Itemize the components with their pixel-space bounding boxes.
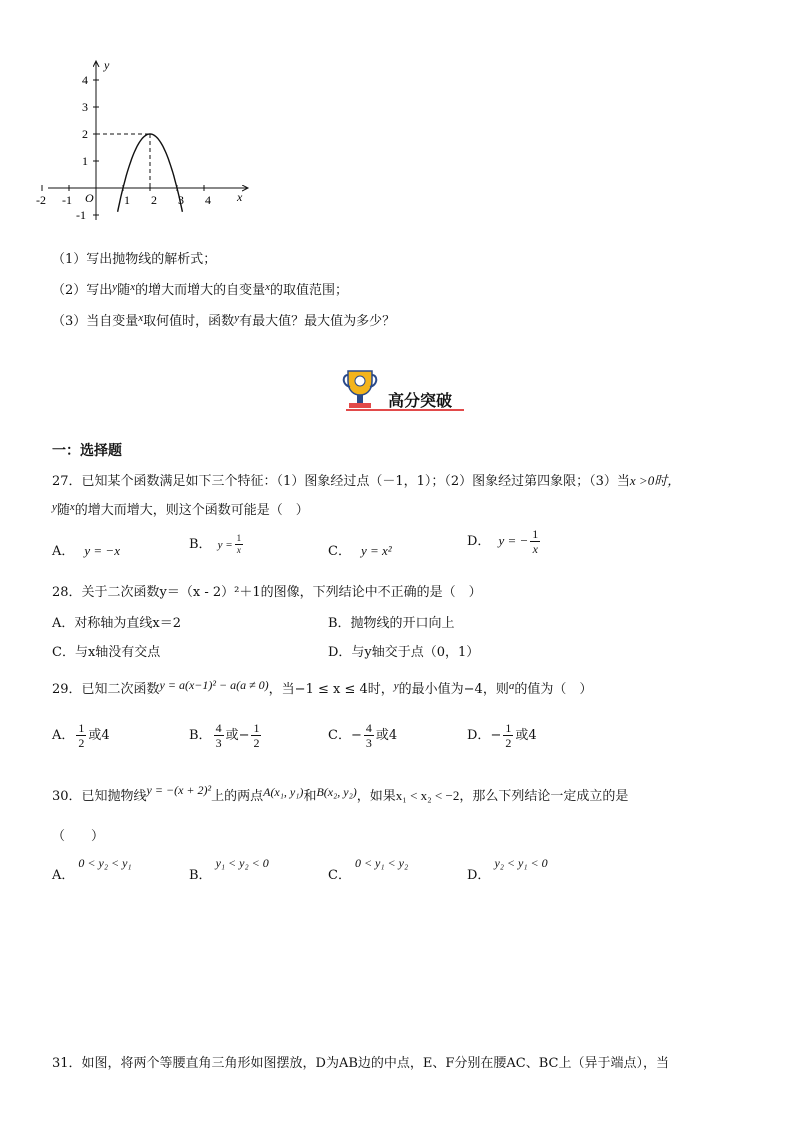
q27-line1: 27．已知某个函数满足如下三个特征：（1）图象经过点（－1，1）；（2）图象经过第四象限；（3）当x >0时， <box>52 473 681 489</box>
y-tick-4: 4 <box>82 73 88 87</box>
q30-option-b[interactable]: B．y₁ < y₂ < 0 <box>189 856 269 883</box>
q30-option-d[interactable]: D．y₂ < y₁ < 0 <box>467 856 548 883</box>
q30-option-c[interactable]: C．0 < y₁ < y₂ <box>328 856 409 883</box>
q27-option-b[interactable]: B． y = $\frac{1}{x}$ <box>189 533 242 555</box>
q29-option-c[interactable]: C．− $\frac{4}{3}$ 或4 <box>328 721 398 750</box>
q29-option-a[interactable]: A． $\frac{1}{2}$ 或4 <box>52 721 110 750</box>
trophy-icon <box>340 365 380 413</box>
q27-option-c[interactable]: C． y = x² <box>328 543 392 559</box>
q30-paren: （ ） <box>52 829 105 844</box>
q29-option-b[interactable]: B． $\frac{4}{3}$ 或− $\frac{1}{2}$ <box>189 721 260 750</box>
q28-option-b[interactable]: B．抛物线的开口向上 <box>328 616 455 631</box>
sub-question-3: （3）当自变量$^x$取何值时，函数$^y$有最大值？最大值为多少？ <box>52 312 396 329</box>
q28-stem: 28．关于二次函数y＝（x - 2）²＋1的图像，下列结论中不正确的是（ ） <box>52 585 482 600</box>
q27-option-a[interactable]: A． y = −x <box>52 543 120 559</box>
x-tick-4: 4 <box>205 193 211 207</box>
x-tick-2: 2 <box>151 193 157 207</box>
y-tick-3: 3 <box>82 100 88 114</box>
badge-high-score <box>340 365 470 415</box>
sub-question-2: （2）写出$^y$随$^x$的增大而增大的自变量$^x$的取值范围； <box>52 281 348 298</box>
x-tick-3: 3 <box>178 193 184 207</box>
y-tick-neg1: -1 <box>76 208 86 222</box>
origin-label: O <box>85 191 94 205</box>
section-title: 一：选择题 <box>52 443 122 459</box>
q30-option-a[interactable]: A．0 < y₂ < y₁ <box>52 856 132 883</box>
q30-stem: 30．已知抛物线y = −(x + 2)²上的两点A(x₁, y₁)和B(x₂, y₂)，如果x₁ < x₂ < −2，那么下列结论一定成立的是 <box>52 783 629 804</box>
q31-stem: 31．如图，将两个等腰直角三角形如图摆放，D为AB边的中点，E、F分别在腰AC、BC上（异于端点），当 <box>52 1056 669 1071</box>
x-tick-neg2: -2 <box>36 193 46 207</box>
sub-question-1: （1）写出抛物线的解析式； <box>52 252 217 267</box>
x-axis-label: x <box>237 190 243 204</box>
q27-line2: $^y$随$^x$的增大而增大，则这个函数可能是（ ） <box>52 501 309 518</box>
q29-option-d[interactable]: D．− $\frac{1}{2}$ 或4 <box>467 721 537 750</box>
y-tick-1: 1 <box>82 154 88 168</box>
x-tick-1: 1 <box>124 193 130 207</box>
q28-option-d[interactable]: D．与y轴交于点（0，1） <box>328 645 480 660</box>
q28-option-a[interactable]: A．对称轴为直线x＝2 <box>52 616 181 631</box>
y-axis-label: y <box>104 58 110 72</box>
y-tick-2: 2 <box>82 127 88 141</box>
q28-option-c[interactable]: C．与x轴没有交点 <box>52 645 161 660</box>
parabola-graph <box>36 55 260 225</box>
x-tick-neg1: -1 <box>62 193 72 207</box>
badge-title: 高分突破 <box>388 391 453 410</box>
q29-stem: 29．已知二次函数y = a(x−1)² − a(a ≠ 0)，当−1 ≤ x ≤ 4时，$^y$的最小值为−4，则$^a$的值为（ ） <box>52 678 593 697</box>
q27-option-d[interactable]: D． y = − $\frac{1}{x}$ <box>467 527 539 556</box>
